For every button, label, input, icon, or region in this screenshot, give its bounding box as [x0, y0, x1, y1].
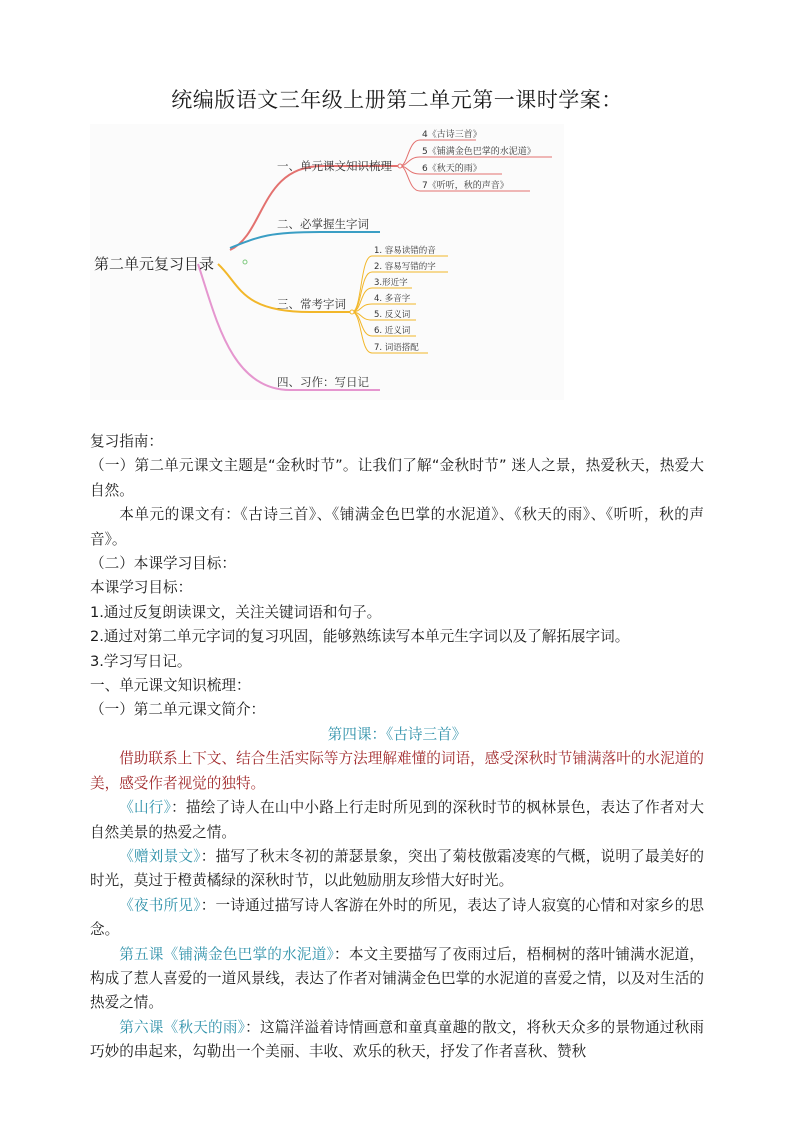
leaf-3-2: 2. 容易写错的字	[374, 262, 436, 272]
leaf-1-1: 4《古诗三首》	[422, 130, 482, 140]
poem-3-text: ：一诗通过描写诗人客游在外时的所见，表达了诗人寂寞的心情和对家乡的思念。	[90, 896, 704, 939]
poem-3-name: 《夜书所见》	[119, 896, 201, 914]
leaf-3-4: 4. 多音字	[374, 294, 411, 304]
branch-label-4: 四、习作：写日记	[277, 375, 369, 389]
branch-label-2: 二、必掌握生字词	[277, 217, 369, 231]
lesson-6-paragraph	[90, 1016, 704, 1065]
branch-label-3: 三、常考字词	[277, 297, 346, 311]
poem-1-paragraph	[90, 796, 704, 845]
goal-3: 3.学习写日记。	[90, 652, 192, 670]
lesson-4-title: 第四课：《古诗三首》	[327, 725, 467, 743]
leaf-3-3: 3.形近字	[374, 278, 408, 288]
guide-paragraph-3: （二）本课学习目标：	[90, 555, 236, 573]
lesson-5-name: 第五课《铺满金色巴掌的水泥道》	[119, 945, 335, 963]
poem-2-text: ：描写了秋末冬初的萧瑟景象，突出了菊枝傲霜凌寒的气概，说明了最美好的时光，莫过于橙黄橘绿的深秋时节，以此勉励朋友珍惜大好时光。	[90, 847, 704, 890]
poem-3-paragraph	[90, 894, 704, 943]
lesson-4-intro: 借助联系上下文、结合生活实际等方法理解难懂的词语，感受深秋时节铺满落叶的水泥道的美，感受作者视觉的独特。	[90, 750, 704, 792]
poem-2-name: 《赠刘景文》	[119, 847, 201, 865]
goal-2: 2.通过对第二单元字词的复习巩固，能够熟练读写本单元生字词以及了解拓展字词。	[90, 628, 630, 646]
lesson-5-paragraph	[90, 943, 704, 1016]
leaf-3-1: 1. 容易读错的音	[374, 246, 436, 256]
document-body	[90, 430, 704, 1065]
goals-heading: 本课学习目标：	[90, 579, 193, 597]
poem-2-paragraph	[90, 845, 704, 894]
leaf-1-3: 6《秋天的雨》	[422, 164, 482, 174]
goal-1: 1.通过反复朗读课文，关注关键词语和句子。	[90, 603, 382, 621]
lesson-5-text: ：本文主要描写了夜雨过后，梧桐树的落叶铺满水泥道，构成了惹人喜爱的一道风景线，表达了作者对铺满金色巴掌的水泥道的喜爱之情，以及对生活的热爱之情。	[90, 945, 704, 1012]
poem-1-text: ：描绘了诗人在山中小路上行走时所见到的深秋时节的枫林景色，表达了作者对大自然美景的热爱之情。	[90, 799, 704, 841]
lesson-6-text: ：这篇洋溢着诗情画意和童真童趣的散文，将秋天众多的景物通过秋雨巧妙的串起来，勾勒出一个美丽、丰收、欢乐的秋天，抒发了作者喜秋、赞秋	[90, 1018, 704, 1061]
guide-paragraph-1: （一）第二单元课文主题是“金秋时节”。让我们了解“金秋时节” 迷人之景，热爱秋天，热爱大自然。	[90, 457, 704, 499]
mind-map	[90, 124, 564, 400]
branch-label-1: 一、单元课文知识梳理	[277, 159, 392, 173]
guide-paragraph-2: 本单元的课文有：《古诗三首》、《铺满金色巴掌的水泥道》、《秋天的雨》、《听听，秋的声音》。	[90, 506, 704, 548]
poem-1-name: 《山行》	[119, 799, 172, 817]
subsection-heading-1: （一）第二单元课文简介：	[90, 701, 266, 719]
leaf-3-6: 6. 近义词	[374, 326, 411, 336]
mindmap-root: 第二单元复习目录	[94, 255, 215, 273]
leaf-1-2: 5《铺满金色巴掌的水泥道》	[422, 147, 536, 157]
lesson-6-name: 第六课《秋天的雨》	[119, 1018, 246, 1036]
page-title: 统编版语文三年级上册第二单元第一课时学案：	[171, 88, 623, 112]
section-heading-1: 一、单元课文知识梳理：	[90, 677, 251, 695]
leaf-3-7: 7. 词语搭配	[374, 343, 419, 353]
leaf-3-5: 5. 反义词	[374, 310, 411, 320]
leaf-1-4: 7《听听，秋的声音》	[422, 181, 509, 191]
guide-heading: 复习指南：	[90, 433, 163, 450]
